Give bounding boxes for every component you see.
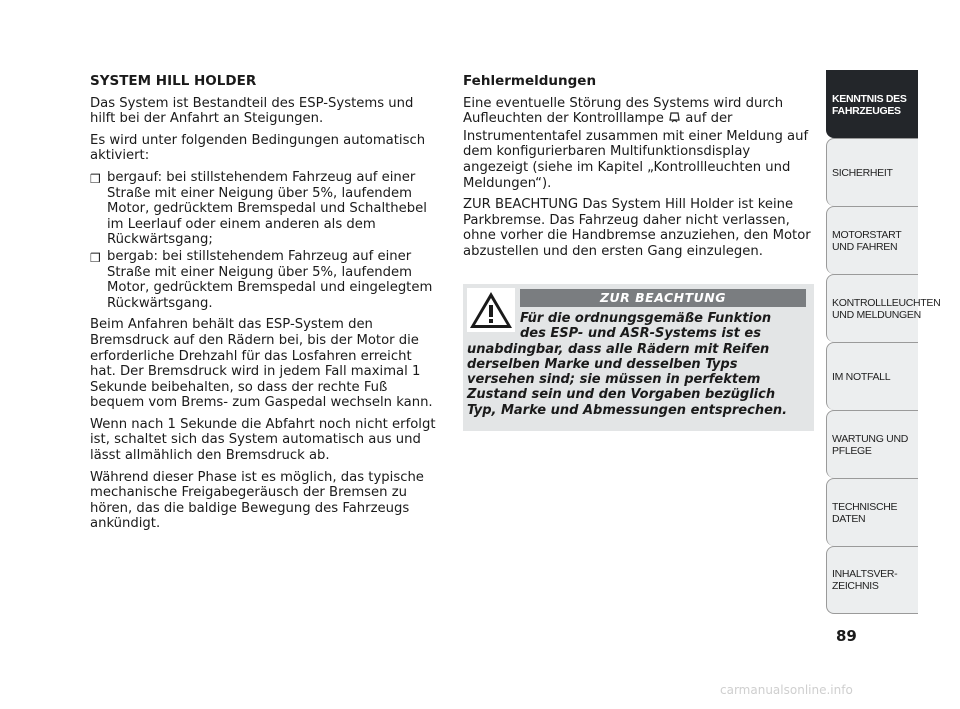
paragraph: Wenn nach 1 Sekunde die Abfahrt noch nicht erfolgt ist, schaltet sich das System automatisch aus und lässt allmählich den Bremsdruck ab. [90,416,436,464]
chapter-tabs [826,70,941,614]
paragraph: Das System ist Bestandteil des ESP-Systems und hilft bei der Anfahrt an Steigungen. [90,95,414,127]
paragraph: Beim Anfahren behält das ESP-System den Bremsdruck auf den Rädern bei, bis der Motor die erforderliche Drehzahl für das Losfahren erreicht hat. Der Bremsdruck wird in jedem Fall maximal 1 Sekunde beibehalten, so dass der rechte Fuß bequem vom Brems- zum Gaspedal wechseln kann. [90,317,433,411]
tab-sicherheit[interactable]: SICHERHEIT [826,138,918,206]
right-column [463,74,815,266]
list-item: ❒ bergauf: bei stillstehendem Fahrzeug auf einer Straße mit einer Neigung über 5%, laufendem Motor, gedrücktem Bremspedal und Schalthebel im Leerlauf oder einem anderen als dem Rückwärtsgang; [90,169,427,248]
tab-kenntnis[interactable]: KENNTNIS DES FAHRZEUGES [826,70,918,138]
page-number: 89 [836,627,857,645]
tab-inhaltsverzeichnis[interactable]: INHALTSVER- ZEICHNIS [826,546,918,614]
warning-header: ZUR BEACHTUNG [520,289,806,307]
checkbox-bullet-icon: ❒ [90,250,101,265]
esp-warning-lamp-icon [668,111,681,129]
paragraph: Während dieser Phase ist es möglich, das typische mechanische Freigabegeräusch der Bremsen zu hören, das die baldige Bewegung des Fahrzeugs ankündigt. [90,469,424,532]
left-column [90,74,440,538]
checkbox-bullet-icon: ❒ [90,171,101,186]
tab-motorstart[interactable]: MOTORSTART UND FAHREN [826,206,918,274]
list-item: ❒ bergab: bei stillstehendem Fahrzeug auf einer Straße mit einer Neigung über 5%, laufendem Motor, gedrücktem Bremspedal und eingelegtem Rückwärtsgang. [90,248,433,311]
tab-notfall[interactable]: IM NOTFALL [826,342,918,410]
tab-wartung[interactable]: WARTUNG UND PFLEGE [826,410,918,478]
paragraph: ZUR BEACHTUNG Das System Hill Holder ist keine Parkbremse. Das Fahrzeug daher nicht verlassen, ohne vorher die Handbremse anzuziehen, den Motor abzustellen und den ersten Gang einzulegen. [463,197,811,259]
tab-technische-daten[interactable]: TECHNISCHE DATEN [826,478,918,546]
paragraph: Es wird unter folgenden Bedingungen automatisch aktiviert: [90,132,426,164]
tab-kontrollleuchten[interactable]: KONTROLLLEUCHTEN UND MELDUNGEN [826,274,918,342]
watermark: carmanualsonline.info [720,683,853,697]
section-title-hill-holder: SYSTEM HILL HOLDER [90,73,257,89]
paragraph: Eine eventuelle Störung des Systems wird durch Aufleuchten der Kontrolllampe auf der Instrumententafel zusammen mit einer Meldung auf dem konfigurierbaren Multifunktionsdisplay angezeigt (siehe im Kapitel „Kontrollleuchten und Meldungen“). [463,95,809,191]
section-title-fehlermeldungen: Fehlermeldungen [463,73,597,89]
warning-box [463,284,814,431]
warning-text: Für die ordnungsgemäße Funktion des ESP- und ASR-Systems ist es unabdingbar, dass alle Rädern mit Reifen derselben Marke und desselben Typs versehen sind; sie müssen in perfektem Zustand sein und den Vorgaben bezüglich Typ, Marke und Abmessungen entsprechen. [467,311,788,418]
